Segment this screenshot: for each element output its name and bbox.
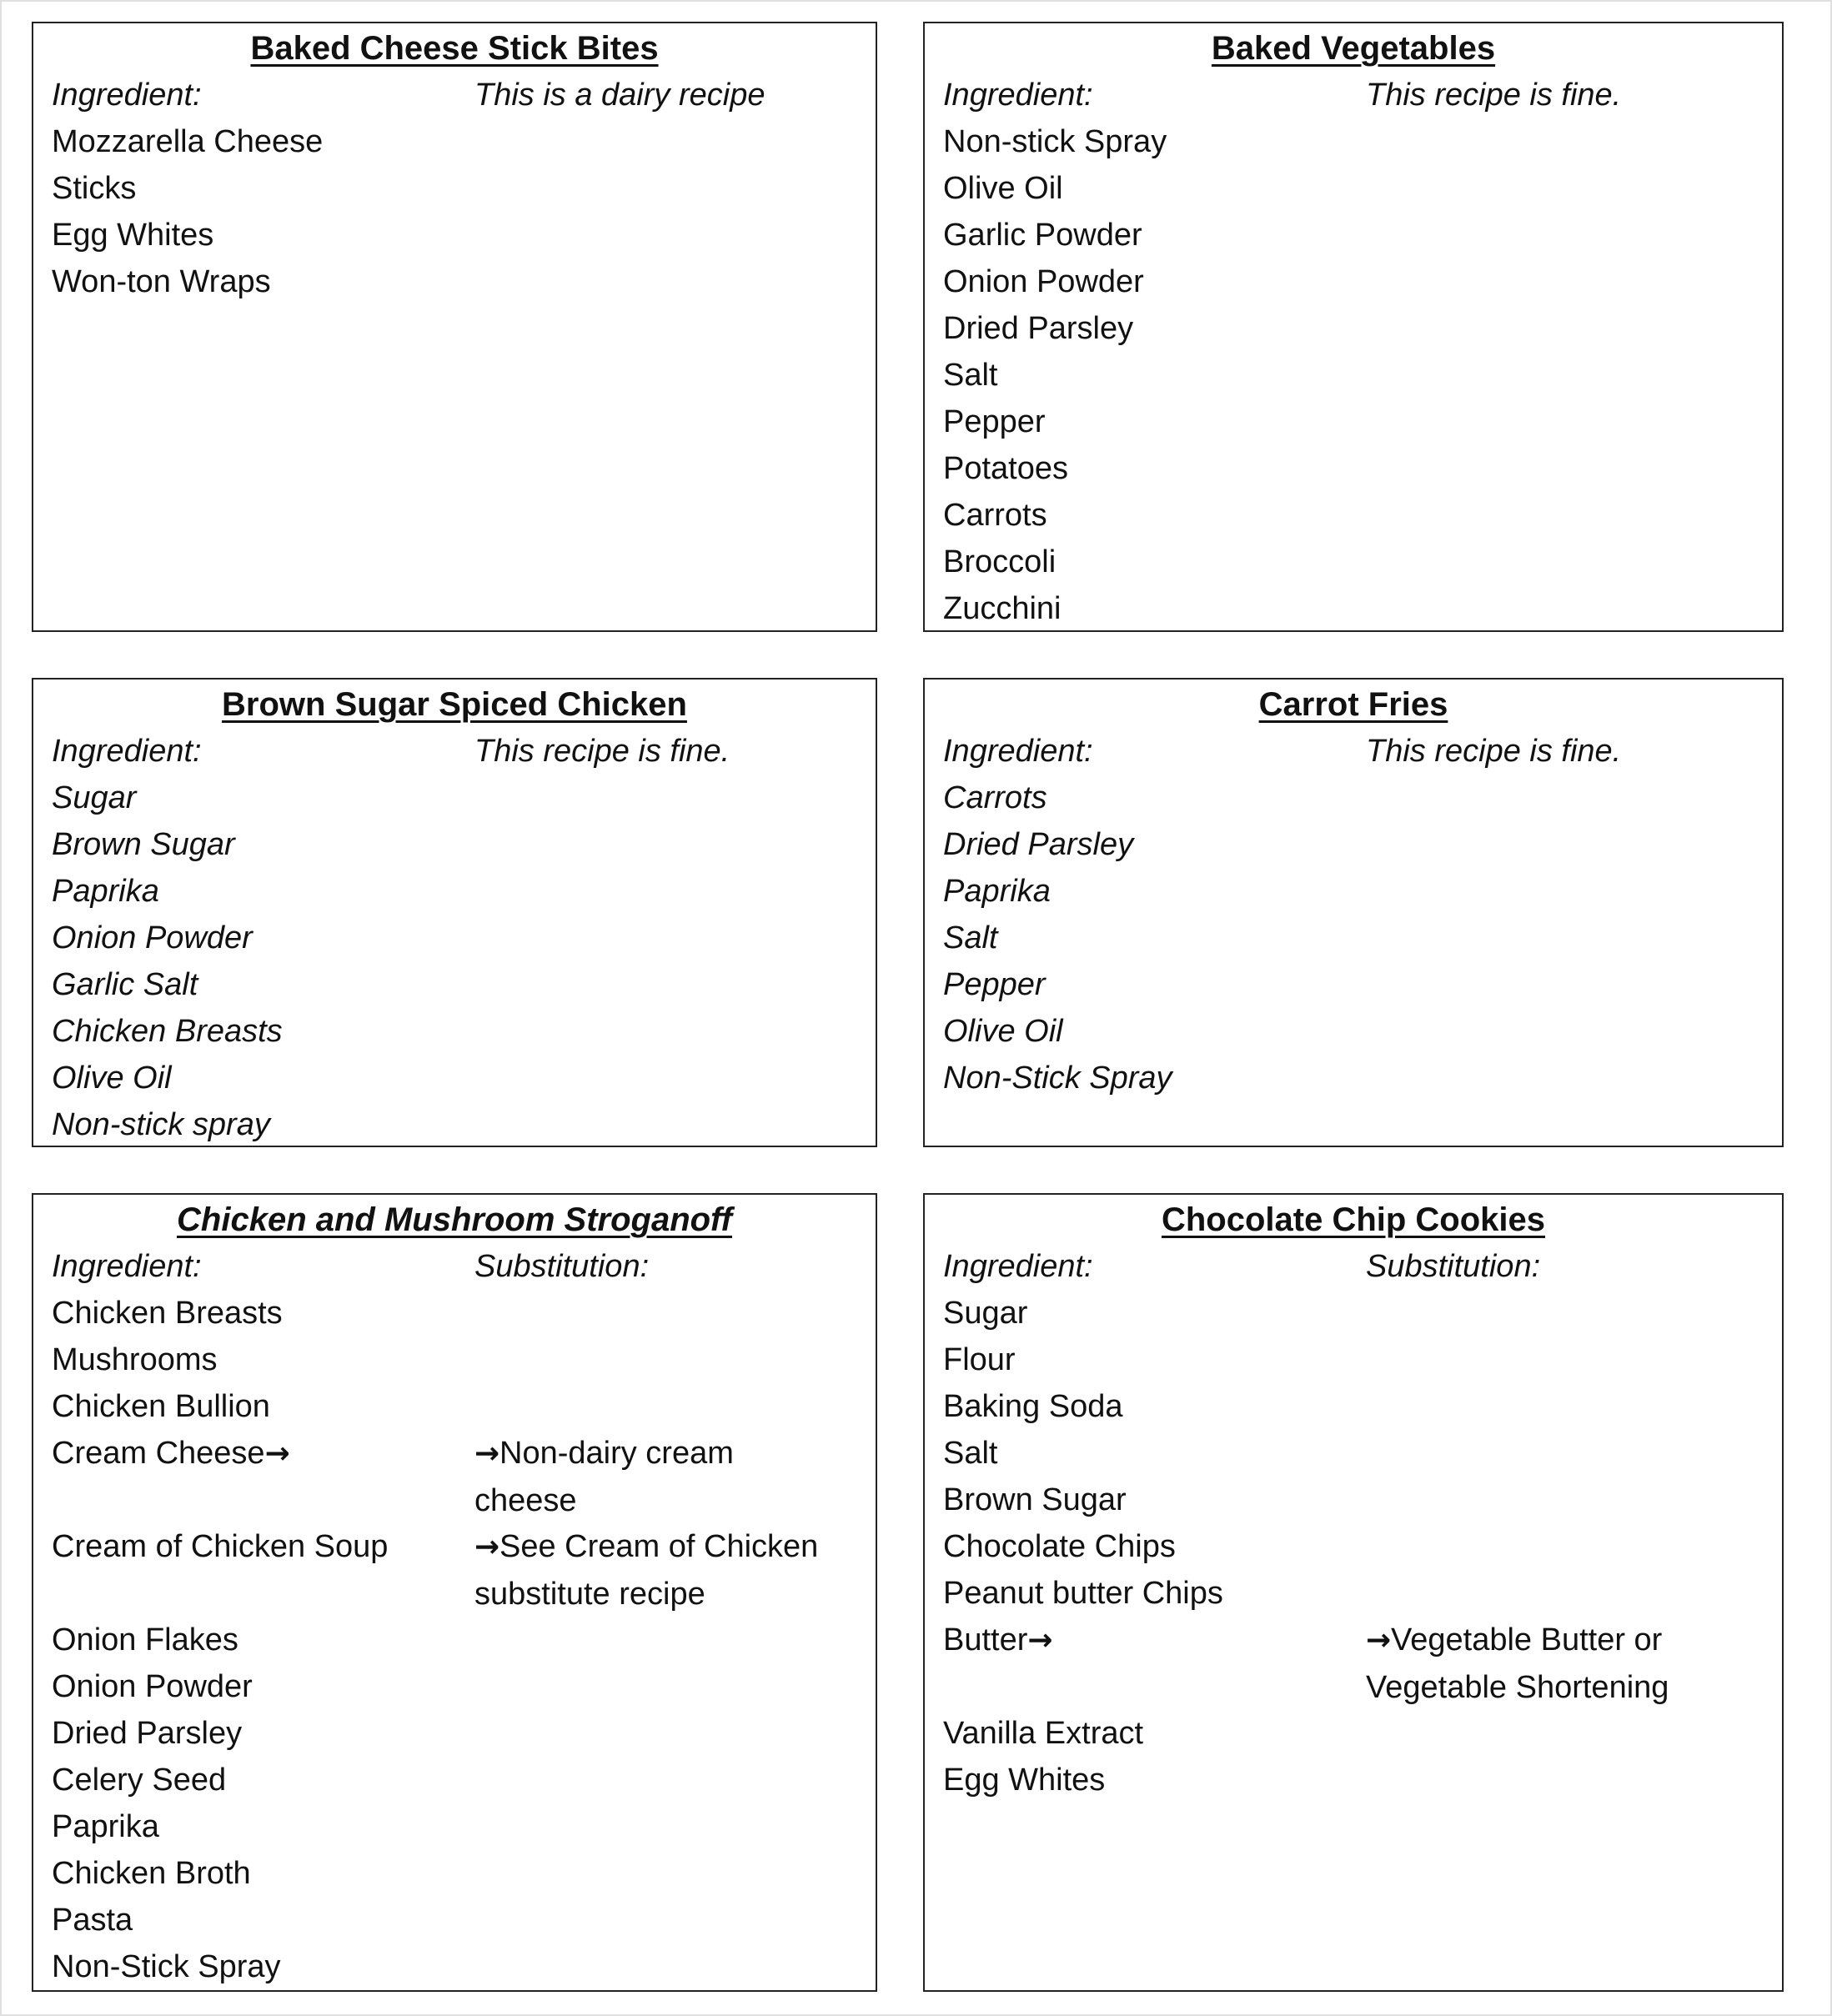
ingredient: Brown Sugar [52,827,235,862]
card-title: Carrot Fries [1258,686,1448,723]
ingredient: Mushrooms [52,1342,218,1377]
recipe-card-chocolate-chip-cookies [923,1193,1784,1992]
ingredient: Egg Whites [943,1763,1106,1798]
ingredient-row [52,1663,867,1710]
ingredient-header: Ingredient: [943,78,1093,113]
ingredient-header: Ingredient: [52,78,202,113]
ingredient-row [52,1943,867,1990]
ingredient: Non-stick Spray [943,124,1167,159]
ingredient: Garlic Salt [52,967,198,1002]
ingredient-with-substitute [943,1617,1364,1664]
ingredient: Chicken Breasts [52,1014,283,1049]
recipe-card-carrot-fries [923,678,1784,1147]
arrow-right-icon: → [474,1530,500,1564]
ingredient: Onion Powder [52,920,253,955]
ingredient: Non-stick spray [52,1107,270,1142]
arrow-right-icon: → [1027,1623,1053,1657]
ingredient: Potatoes [943,451,1068,486]
recipe-card-brown-sugar-spiced-chicken [32,678,877,1147]
ingredient: Carrots [943,780,1047,815]
ingredient: Non-Stick Spray [52,1949,281,1984]
ingredient-row [52,775,867,821]
ingredient-header: Ingredient: [943,734,1093,769]
ingredient-row [52,1897,867,1943]
ingredient: Salt [943,920,998,955]
ingredient: Paprika [52,874,159,909]
ingredient: Celery Seed [52,1763,227,1798]
ingredient-row [52,1710,867,1757]
substitution-line-1: See Cream of Chicken [499,1529,819,1564]
ingredient: Salt [943,358,998,393]
ingredient-row [943,445,1774,492]
substitution-header: Substitution: [474,1249,650,1284]
ingredient-row [943,1570,1774,1617]
substitution [474,1523,867,1617]
recipe-status-note: This recipe is fine. [1366,734,1622,769]
card-title: Brown Sugar Spiced Chicken [222,686,687,723]
ingredient: Flour [943,1342,1016,1377]
ingredient: Dried Parsley [943,311,1134,346]
ingredient: Non-Stick Spray [943,1061,1172,1096]
ingredient: Egg Whites [52,218,214,253]
ingredient-row [52,1850,867,1897]
ingredient: Onion Flakes [52,1622,238,1657]
ingredient: Olive Oil [52,1061,172,1096]
ingredient: Mozzarella Cheese [52,124,324,159]
ingredient: Onion Powder [943,264,1144,299]
substitution-line-2: cheese [474,1483,577,1518]
ingredient: Chocolate Chips [943,1529,1176,1564]
ingredient-row [52,258,867,305]
ingredient-row [52,1101,867,1148]
recipe-card-baked-cheese-stick-bites [32,22,877,632]
ingredient: Paprika [943,874,1051,909]
ingredient: Baking Soda [943,1389,1123,1424]
header-row [943,1243,1774,1290]
arrow-right-icon: → [474,1437,500,1471]
header-row [943,728,1774,775]
substitution-row [52,1430,867,1523]
ingredient-row [943,821,1774,868]
substitution-row [52,1523,867,1617]
ingredient: Vanilla Extract [943,1716,1144,1751]
ingredient-row [52,1008,867,1055]
ingredient: Sugar [52,780,137,815]
ingredient-row [52,212,867,258]
ingredient-row [52,118,867,165]
substitution-row [943,1617,1774,1710]
card-title: Chocolate Chip Cookies [1161,1201,1546,1238]
ingredient: Cream Cheese [52,1436,265,1471]
ingredient: Pepper [943,404,1046,439]
ingredient-row [943,585,1774,632]
ingredient: Dried Parsley [943,827,1134,862]
ingredient: Chicken Breasts [52,1296,283,1331]
ingredient-row [943,915,1774,961]
ingredient-row [943,961,1774,1008]
ingredient-row [943,1055,1774,1101]
ingredient-row [943,539,1774,585]
header-row [52,1243,867,1290]
ingredient-row [52,868,867,915]
ingredient-row [943,305,1774,352]
recipe-card-baked-vegetables [923,22,1784,632]
ingredient-header: Ingredient: [52,734,202,769]
card-title: Baked Cheese Stick Bites [250,30,659,67]
ingredient-row [52,1617,867,1663]
ingredient: Won-ton Wraps [52,264,271,299]
ingredient-row [943,1290,1774,1336]
ingredient: Onion Powder [52,1669,253,1704]
ingredient-row [943,1383,1774,1430]
ingredient-row [52,1757,867,1803]
ingredient-row [52,1803,867,1850]
recipe-status-note: This recipe is fine. [474,734,730,769]
ingredient-with-substitute [52,1430,473,1477]
ingredient: Brown Sugar [943,1482,1127,1517]
ingredient-row [943,118,1774,165]
ingredient-header: Ingredient: [52,1249,202,1284]
ingredient: Salt [943,1436,998,1471]
substitution-line-1: Vegetable Butter or [1391,1622,1663,1657]
substitution [474,1430,867,1524]
ingredient-row [52,1383,867,1430]
ingredient-row [52,821,867,868]
ingredient: Chicken Bullion [52,1389,270,1424]
ingredient: Broccoli [943,544,1057,579]
recipe-status-note: This recipe is fine. [1366,78,1622,113]
ingredient: Paprika [52,1809,159,1844]
header-row [52,728,867,775]
ingredient: Olive Oil [943,1014,1063,1049]
ingredient-row [943,399,1774,445]
ingredient-row [943,868,1774,915]
ingredient-row [943,258,1774,305]
ingredient: Butter [943,1622,1028,1657]
ingredient-row [943,775,1774,821]
recipe-status-note: This is a dairy recipe [474,78,765,113]
ingredient-header: Ingredient: [943,1249,1093,1284]
arrow-right-icon: → [264,1437,290,1471]
ingredient-row [52,1290,867,1336]
ingredient-row [943,1523,1774,1570]
ingredient: Chicken Broth [52,1856,251,1891]
ingredient: Zucchini [943,591,1062,626]
card-title: Chicken and Mushroom Stroganoff [177,1201,732,1238]
ingredient: Dried Parsley [52,1716,243,1751]
ingredient: Peanut butter Chips [943,1576,1223,1611]
substitution-line-2: Vegetable Shortening [1366,1670,1669,1705]
substitution-header: Substitution: [1366,1249,1541,1284]
ingredient: Olive Oil [943,171,1063,206]
ingredient: Garlic Powder [943,218,1142,253]
ingredient-row [943,1336,1774,1383]
ingredient-row [943,165,1774,212]
substitution [1366,1617,1774,1711]
ingredient-row [52,1336,867,1383]
ingredient: Cream of Chicken Soup [52,1529,389,1564]
substitution-line-2: substitute recipe [474,1577,705,1612]
ingredient-row [943,1477,1774,1523]
ingredient-row [52,915,867,961]
substitution-line-1: Non-dairy cream [499,1436,734,1471]
ingredient-row [943,1757,1774,1803]
ingredient-row [943,212,1774,258]
ingredient-row [943,1008,1774,1055]
ingredient-row [943,492,1774,539]
ingredient-row [52,165,867,212]
ingredient: Pasta [52,1903,133,1938]
arrow-right-icon: → [1366,1623,1392,1657]
ingredient-row [943,1430,1774,1477]
ingredient: Sugar [943,1296,1028,1331]
ingredient-row [943,352,1774,399]
ingredient: Carrots [943,498,1047,533]
header-row [943,72,1774,118]
header-row [52,72,867,118]
ingredient-row [52,1055,867,1101]
ingredient: Sticks [52,171,137,206]
recipe-card-chicken-mushroom-stroganoff [32,1193,877,1992]
ingredient-row [943,1710,1774,1757]
ingredient: Pepper [943,967,1046,1002]
card-title: Baked Vegetables [1211,30,1496,67]
ingredient-row [52,961,867,1008]
